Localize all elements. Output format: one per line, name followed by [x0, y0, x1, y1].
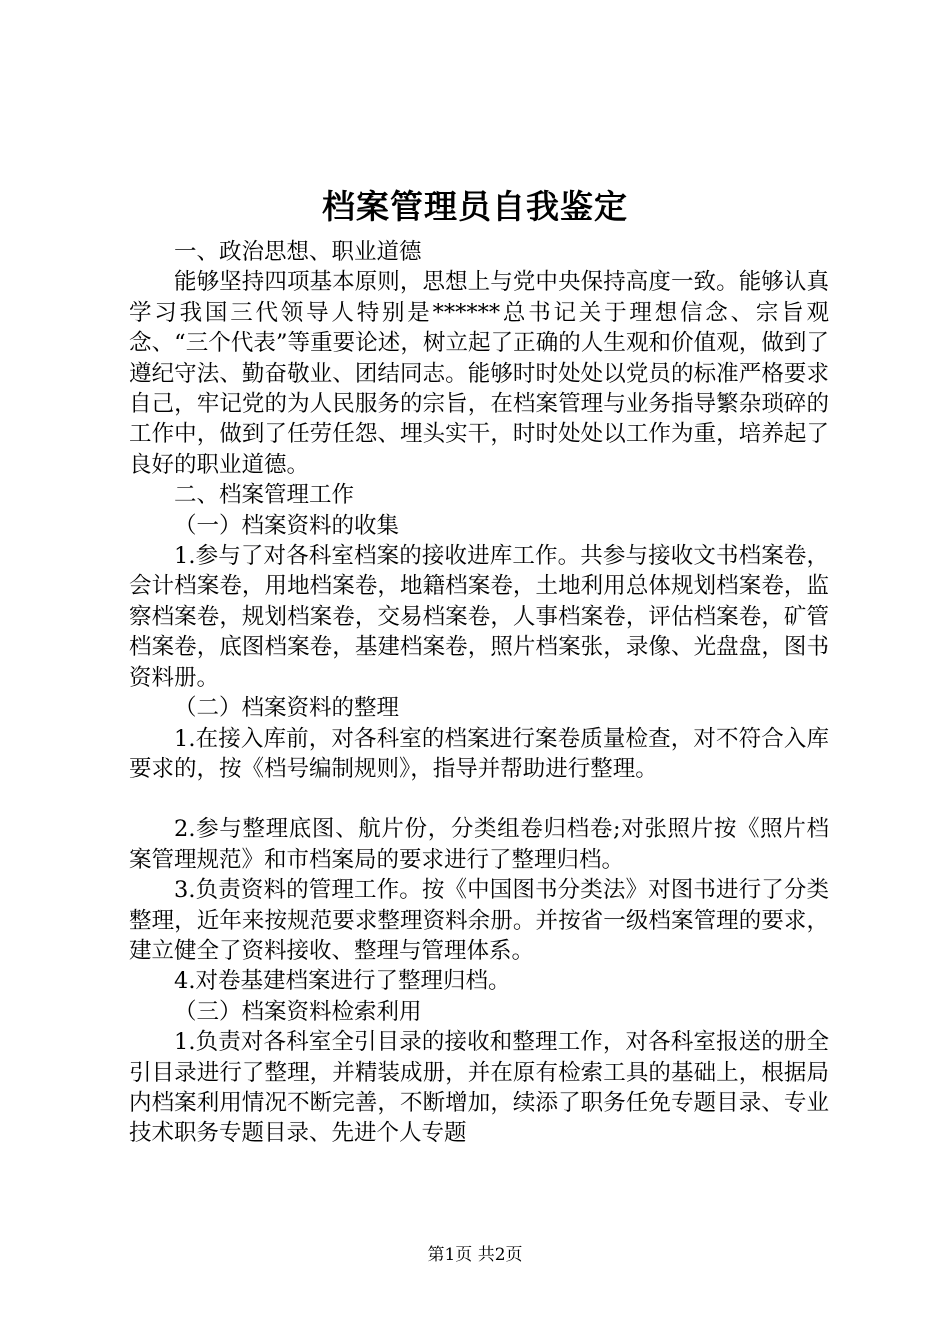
paragraph-organization-2: 2.参与整理底图、航片份，分类组卷归档卷;对张照片按《照片档案管理规范》和市档案局的要求进行了整理归档。: [129, 816, 829, 873]
paragraph-organization-3: 3.负责资料的管理工作。按《中国图书分类法》对图书进行了分类整理，近年来按规范要求整理资料余册。并按省一级档案管理的要求，建立健全了资料接收、整理与管理体系。: [129, 877, 829, 964]
paragraph-spacer: [129, 784, 829, 814]
document-body: [129, 237, 829, 1149]
paragraph-political-ethics: 能够坚持四项基本原则，思想上与党中央保持高度一致。能够认真学习我国三代领导人特别是******总书记关于理想信念、宗旨观念、“三个代表”等重要论述，树立起了正确的人生观和价值观，做到了遵纪守法、勤奋敬业、团结同志。能够时时处处以党员的标准严格要求自己，牢记党的为人民服务的宗旨，在档案管理与业务指导繁杂琐碎的工作中，做到了任劳任怨、埋头实干，时时处处以工作为重，培养起了良好的职业道德。: [129, 269, 829, 478]
paragraph-retrieval-1: 1.负责对各科室全引目录的接收和整理工作，对各科室报送的册全引目录进行了整理，并精装成册，并在原有检索工具的基础上，根据局内档案利用情况不断完善，不断增加，续添了职务任免专题目录、专业技术职务专题目录、先进个人专题: [129, 1029, 829, 1147]
paragraph-collection-1: 1.参与了对各科室档案的接收进库工作。共参与接收文书档案卷，会计档案卷，用地档案卷，地籍档案卷，土地利用总体规划档案卷，监察档案卷，规划档案卷，交易档案卷，人事档案卷，评估档案卷，矿管档案卷，底图档案卷，基建档案卷，照片档案张，录像、光盘盘，图书资料册。: [129, 543, 829, 691]
paragraph-organization-1: 1.在接入库前，对各科室的档案进行案卷质量检查，对不符合入库要求的，按《档号编制规则》，指导并帮助进行整理。: [129, 725, 829, 782]
section-heading-2: 二、档案管理工作: [174, 482, 355, 509]
section-heading-1: 一、政治思想、职业道德: [174, 239, 422, 265]
paragraph-organization-4: 4.对卷基建档案进行了整理归档。: [174, 968, 511, 995]
page-footer: 第1页 共2页: [427, 1245, 523, 1265]
subsection-heading-organization: （二）档案资料的整理: [174, 695, 400, 722]
document-title: 档案管理员自我鉴定: [322, 187, 628, 226]
subsection-heading-collection: （一）档案资料的收集: [174, 512, 400, 539]
subsection-heading-retrieval: （三）档案资料检索利用: [174, 998, 422, 1025]
